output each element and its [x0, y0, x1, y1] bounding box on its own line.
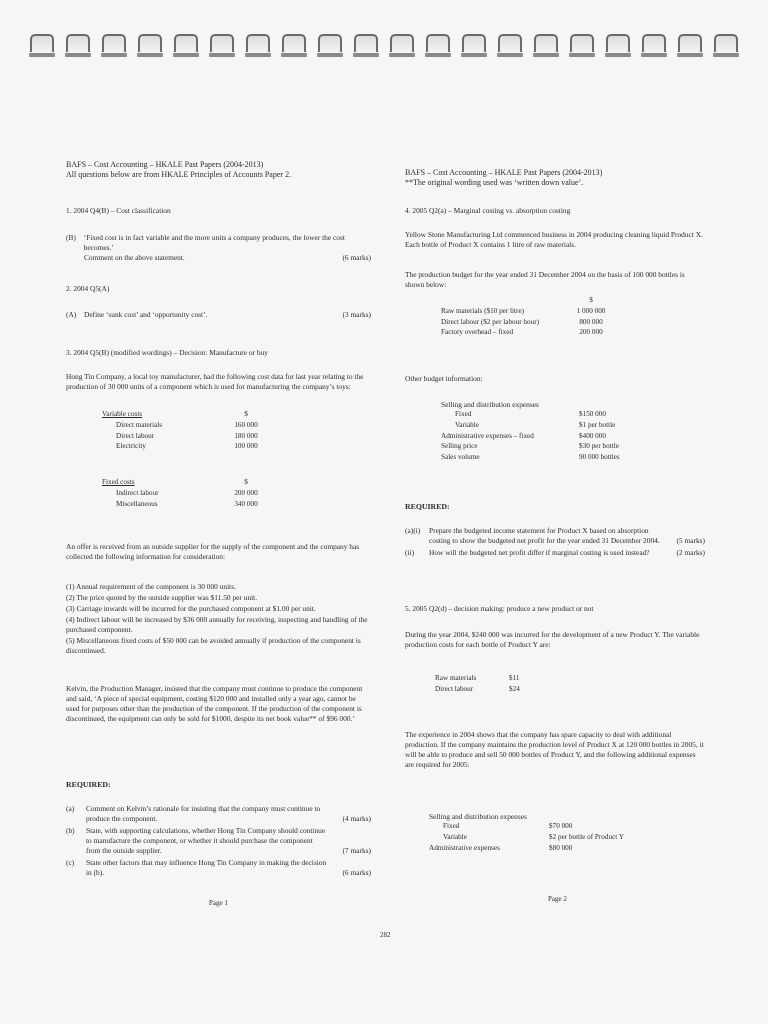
table-row: [441, 421, 659, 432]
other-budget-heading: Other budget information:: [405, 374, 483, 383]
offer-paragraph: An offer is received from an outside supplier for the supply of the component and the company has collected the following information for consideration:: [66, 542, 360, 562]
q2-part-a: [66, 310, 371, 320]
additional-selling-label: Selling and distribution expenses: [429, 812, 527, 821]
required-item-text: State other factors that may influence Hong Tin Company in making the decision in (b).: [86, 858, 327, 878]
left-required-heading: REQUIRED:: [66, 780, 111, 789]
binder-ring-icon: [174, 34, 198, 52]
required-item-text: How will the budgeted net profit differ if marginal costing is used instead?: [429, 548, 650, 558]
required-item-label: (ii): [405, 548, 415, 558]
q1-b-label: (B): [66, 233, 76, 242]
consideration-item: (4) Indirect labour will be increased by $36 000 annually for receiving, inspecting and handling of the purchased component.: [66, 615, 368, 635]
required-item: [66, 826, 371, 856]
q1-b-text: ‘Fixed cost is in fact variable and the more units a company produces, the lower the cost becomes.’: [83, 233, 345, 253]
required-item: [405, 548, 705, 558]
row-value: $80 000: [549, 843, 573, 852]
required-item-marks: (2 marks): [676, 548, 705, 558]
right-header-note: **The original wording used was ‘written down value’.: [405, 178, 584, 188]
q2-title: 2. 2004 Q5(A): [66, 284, 110, 293]
q2-a-marks: (3 marks): [342, 310, 371, 319]
binder-ring-icon: [534, 34, 558, 52]
right-page-number: Page 2: [548, 895, 567, 903]
binder-ring-icon: [318, 34, 342, 52]
q1-b-text-2: Comment on the above statement.: [84, 253, 185, 263]
row-value: $30 per bottle: [579, 442, 619, 451]
q1-b-marks: (6 marks): [342, 253, 371, 263]
required-item: [405, 526, 705, 546]
q5-title: 5. 2005 Q2(d) – decision making: produce a new product or not: [405, 604, 594, 613]
currency-symbol: $: [589, 296, 593, 304]
row-label: Administrative expenses – fixed: [441, 431, 534, 440]
table-row: [102, 489, 276, 500]
left-page-number: Page 1: [209, 899, 228, 907]
q3-intro: Hong Tin Company, a local toy manufacturer, had the following cost data for last year relating to the production of 30 000 units of a component which is used for manufacturing the company’s toys:: [66, 372, 364, 392]
consideration-item: (1) Annual requirement of the component is 30 000 units.: [66, 582, 236, 591]
row-label: Administrative expenses: [429, 843, 500, 852]
row-value: $150 000: [579, 410, 606, 419]
q3-title: 3. 2004 Q5(B) (modified wordings) – Decision: Manufacture or buy: [66, 348, 268, 357]
binder-ring-icon: [642, 34, 666, 52]
row-value: $11: [509, 674, 520, 682]
row-label: Direct labour ($2 per labour hour): [441, 317, 539, 326]
consideration-item: (5) Miscellaneous fixed costs of $50 000 can be avoided annually if production of the component is discontinued.: [66, 636, 361, 656]
required-item-label: (c): [66, 858, 75, 868]
q1-part-b: [66, 233, 371, 263]
q4-title: 4. 2005 Q2(a) – Marginal costing vs. absorption costing: [405, 206, 571, 215]
binder-ring-icon: [426, 34, 450, 52]
required-item-marks: (6 marks): [342, 868, 371, 878]
row-label: Indirect labour: [116, 488, 159, 497]
binder-ring-icon: [354, 34, 378, 52]
row-label: Variable: [443, 832, 467, 841]
q2-a-label: (A): [66, 310, 77, 319]
binder-ring-icon: [66, 34, 90, 52]
right-header-title: BAFS – Cost Accounting – HKALE Past Papers (2004-2013): [405, 168, 603, 177]
binder-ring-icon: [282, 34, 306, 52]
table-row: [429, 844, 669, 855]
binder-ring-icon: [246, 34, 270, 52]
table-row: [435, 674, 569, 685]
q5-intro: During the year 2004, $240 000 was incurred for the development of a new Product Y. The variable production costs for each bottle of Product Y are:: [405, 630, 700, 650]
product-y-costs-table: [435, 674, 705, 696]
table-row: [435, 685, 569, 696]
q4-budget-text: The production budget for the year ended 31 December 2004 on the basis of 100 000 bottles is shown below:: [405, 270, 685, 290]
binder-ring-icon: [30, 34, 54, 52]
variable-costs-table: [102, 410, 371, 453]
currency-symbol: $: [244, 410, 248, 418]
row-label: Factory overhead – fixed: [441, 328, 514, 337]
row-value: 200 000: [234, 488, 258, 497]
row-value: 340 000: [234, 499, 258, 508]
required-item-text: Comment on Kelvin’s rationale for insisting that the company must continue to produce the component.: [86, 804, 321, 824]
q5-capacity-paragraph: The experience in 2004 shows that the company has spare capacity to deal with additional production. If the company maintains the production level of Product X at 120 000 bottles in 2005, it will be able to produce and sell 50 000 bottles of Product Y, and the following additional expenses are required for 2005:: [405, 730, 704, 770]
variable-costs-heading: Variable costs: [102, 410, 143, 418]
right-required-list: [405, 526, 705, 560]
row-label: Sales volume: [441, 453, 480, 462]
table-row: [102, 421, 276, 432]
binder-ring-icon: [606, 34, 630, 52]
fixed-costs-heading: Fixed costs: [102, 478, 135, 486]
binder-ring-icon: [390, 34, 414, 52]
required-item-text: State, with supporting calculations, whether Hong Tin Company should continue to manufacture the component, or whether it should purchase the component from the outside supplier.: [86, 826, 326, 856]
table-row: [102, 442, 276, 453]
currency-symbol: $: [244, 478, 248, 486]
sheet-number: 282: [380, 931, 391, 939]
required-item: [66, 804, 371, 824]
table-row: [441, 442, 659, 453]
consideration-item: (3) Carriage inwards will be incurred for the purchased component at $1.00 per unit.: [66, 604, 316, 614]
binder-ring-icon: [138, 34, 162, 52]
required-item-marks: (5 marks): [676, 536, 705, 546]
required-item-marks: (4 marks): [342, 814, 371, 824]
row-label: Direct labour: [116, 431, 155, 440]
required-item-label: (b): [66, 826, 75, 836]
table-row: [441, 307, 621, 318]
additional-expenses-table: [429, 812, 705, 854]
required-item-marks: (7 marks): [342, 846, 371, 856]
row-value: $400 000: [579, 431, 606, 440]
kelvin-paragraph: Kelvin, the Production Manager, insisted that the company must continue to produce the component and said, ‘A piece of special equipment, costing $120 000 and installed only a year ago, cannot be used for purposes other than the production of the component. If the production of the component is discontinued, the equipment can only be sold for $1000, despite its net book value** of $96 000.’: [66, 684, 363, 724]
table-row: [429, 822, 669, 833]
required-item: [66, 858, 371, 878]
row-value: $1 per bottle: [579, 420, 616, 429]
required-item-text: Prepare the budgeted income statement for Product X based on absorption costing to show the budgeted net profit for the year ended 31 December 2004.: [429, 526, 660, 546]
binder-ring-icon: [102, 34, 126, 52]
binder-ring-icon: [570, 34, 594, 52]
binder-ring-icon: [714, 34, 738, 52]
production-budget-table: [441, 296, 705, 339]
row-label: Direct labour: [435, 684, 474, 693]
table-row: [429, 833, 669, 844]
row-value: $70 000: [549, 822, 573, 831]
binder-rings: [30, 34, 740, 56]
row-label: Raw materials ($10 per litre): [441, 306, 525, 315]
required-item-label: (a)(i): [405, 526, 421, 535]
row-label: Raw materials: [435, 674, 477, 682]
required-item-label: (a): [66, 804, 75, 813]
left-required-list: [66, 804, 371, 880]
table-row: [102, 432, 276, 443]
row-value: 180 000: [234, 431, 258, 440]
binder-ring-icon: [498, 34, 522, 52]
row-value: 160 000: [234, 420, 258, 429]
table-row: [441, 328, 621, 339]
row-value: 800 000: [579, 317, 603, 326]
row-label: Selling price: [441, 442, 478, 451]
row-label: Fixed: [443, 822, 460, 831]
left-header-subtitle: All questions below are from HKALE Principles of Accounts Paper 2.: [66, 170, 292, 180]
binder-ring-icon: [678, 34, 702, 52]
row-value: 90 000 bottles: [579, 453, 620, 462]
q2-a-text: Define ‘sunk cost’ and ‘opportunity cost’.: [84, 310, 208, 319]
left-header-title: BAFS – Cost Accounting – HKALE Past Papers (2004-2013): [66, 160, 264, 169]
row-value: $24: [509, 684, 520, 693]
binder-ring-icon: [210, 34, 234, 52]
row-label: Variable: [455, 420, 479, 429]
right-required-heading: REQUIRED:: [405, 502, 450, 511]
row-value: 200 000: [579, 328, 603, 337]
consideration-item: (2) The price quoted by the outside supplier was $11.50 per unit.: [66, 593, 258, 603]
table-row: [441, 318, 621, 329]
row-value: $2 per bottle of Product Y: [549, 832, 624, 841]
table-row: [441, 453, 659, 464]
table-row: [102, 500, 276, 511]
considerations-list: [66, 582, 371, 657]
table-row: [441, 432, 659, 443]
row-label: Fixed: [455, 410, 472, 419]
row-label: Miscellaneous: [116, 499, 158, 508]
fixed-costs-table: [102, 478, 371, 510]
selling-distribution-label: Selling and distribution expenses: [441, 400, 539, 409]
row-value: 100 000: [234, 442, 258, 451]
row-label: Direct materials: [116, 420, 163, 429]
other-budget-table: [441, 400, 705, 464]
row-value: 1 000 000: [576, 306, 606, 315]
binder-ring-icon: [462, 34, 486, 52]
q1-title: 1. 2004 Q4(B) – Cost classification: [66, 206, 171, 215]
table-row: [441, 410, 659, 421]
row-label: Electricity: [116, 442, 146, 451]
q4-intro: Yellow Stone Manufacturing Ltd commenced business in 2004 producing cleaning liquid Product X. Each bottle of Product X contains 1 litre of raw materials.: [405, 230, 703, 250]
